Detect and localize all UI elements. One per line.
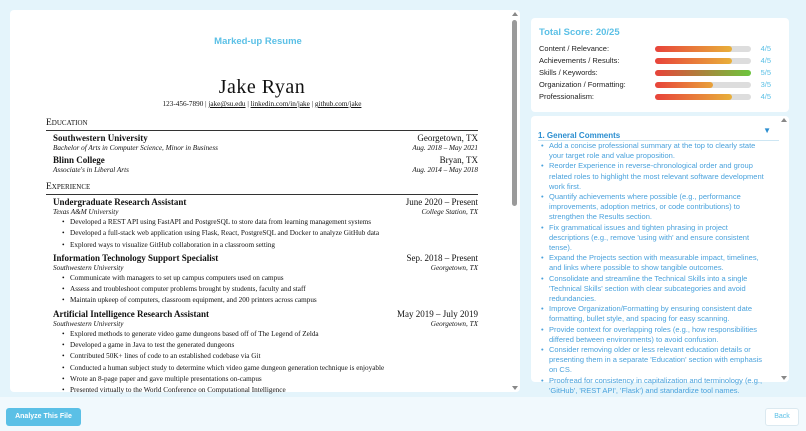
job-location: College Station, TX [421, 208, 478, 216]
contact-phone: 123-456-7890 [162, 100, 204, 108]
comment-item: • Improve Organization/Formatting by ensuring consistent date formatting, bullet style, and spacing for easy scanning. [549, 304, 765, 324]
score-value: 3/5 [760, 80, 771, 89]
education-entry [46, 133, 478, 144]
job-org: Southwestern University [53, 319, 124, 328]
job-org: Southwestern University [53, 263, 124, 272]
comments-scrollbar[interactable] [781, 118, 787, 380]
degree: Bachelor of Arts in Computer Science, Minor in Business [53, 144, 218, 152]
contact-linkedin-link[interactable]: linkedin.com/in/jake [250, 100, 310, 108]
score-row [539, 91, 779, 102]
total-score: Total Score: 20/25 [539, 27, 620, 38]
score-row [539, 67, 779, 78]
score-label: Organization / Formatting: [539, 80, 626, 89]
score-row [539, 55, 779, 66]
resume-contact [46, 99, 478, 109]
chevron-down-icon[interactable]: ▼ [763, 126, 771, 135]
resume-scrollbar[interactable] [511, 12, 518, 390]
score-value: 4/5 [760, 92, 771, 101]
score-bar-fill [655, 46, 732, 52]
comments-card [531, 116, 789, 395]
job-entry [46, 197, 478, 208]
scroll-down-arrow-icon[interactable] [781, 376, 787, 380]
job-details [46, 264, 478, 273]
list-item: • Developed a full-stack web application using Flask, React, PostgreSQL and Docker to analyze GitHub data [70, 228, 478, 239]
section-heading-experience: Experience [46, 182, 478, 195]
job-dates: Sep. 2018 – Present [406, 252, 478, 263]
contact-email-link[interactable]: jake@su.edu [208, 100, 246, 108]
job-bullets [46, 217, 478, 251]
comment-item: • Expand the Projects section with measurable impact, timelines, and links where possible to show tangible outcomes. [549, 253, 765, 273]
score-label: Achievements / Results: [539, 56, 620, 65]
degree: Associate's in Liberal Arts [53, 166, 129, 174]
list-item: • Wrote an 8-page paper and gave multiple presentations on-campus [70, 374, 478, 385]
scroll-down-arrow-icon[interactable] [512, 386, 518, 390]
list-item: • Explored ways to visualize GitHub collaboration in a classroom setting [70, 240, 478, 251]
comments-heading: 1. General Comments [538, 131, 621, 140]
resume-preview-panel [10, 10, 520, 395]
job-title: Undergraduate Research Assistant [53, 197, 187, 207]
score-row [539, 79, 779, 90]
score-label: Skills / Keywords: [539, 68, 598, 77]
score-value: 4/5 [760, 44, 771, 53]
comment-item: • Consider removing older or less relevant education details or presenting them in a separate 'Education' section with emphasis on CS. [549, 345, 765, 376]
score-label: Content / Relevance: [539, 44, 610, 53]
scrollbar-thumb[interactable] [512, 20, 517, 206]
list-item: • Maintain upkeep of computers, classroom equipment, and 200 printers across campus [70, 295, 478, 306]
score-bar [655, 70, 751, 76]
education-dates: Aug. 2018 – May 2021 [412, 144, 478, 152]
score-bar [655, 58, 751, 64]
score-bar-fill [655, 94, 732, 100]
panel-title: Marked-up Resume [214, 36, 302, 47]
section-heading-education: Education [46, 118, 478, 131]
job-details [46, 208, 478, 217]
list-item: • Presented virtually to the World Conference on Computational Intelligence [70, 385, 478, 396]
school-location: Bryan, TX [439, 155, 478, 165]
score-bar-fill [655, 58, 732, 64]
list-item: • Conducted a human subject study to determine which video game dungeon generation technique is enjoyable [70, 363, 478, 374]
comment-item: • Consolidate and streamline the Technical Skills into a single 'Technical Skills' section with clear subcategories and avoid redundancies. [549, 274, 765, 305]
back-button[interactable]: Back [765, 408, 799, 426]
score-card [531, 18, 789, 112]
list-item: • Assess and troubleshoot computer problems brought by students, faculty and staff [70, 284, 478, 295]
comments-list [549, 141, 765, 396]
education-entry [46, 155, 478, 166]
score-bar [655, 94, 751, 100]
job-org: Texas A&M University [53, 208, 119, 216]
list-item: • Contributed 50K+ lines of code to an established codebase via Git [70, 351, 478, 362]
comment-item: • Quantify achievements where possible (e.g., performance improvements, adoption metrics, or code contributions) to strengthen the Results section. [549, 192, 765, 223]
resume-name: Jake Ryan [218, 76, 306, 98]
list-item: • Communicate with managers to set up campus computers used on campus [70, 273, 478, 284]
analyze-file-button[interactable]: Analyze This File [6, 408, 81, 426]
score-bar-fill [655, 82, 713, 88]
score-row [539, 43, 779, 54]
job-location: Georgetown, TX [430, 319, 478, 328]
score-bar [655, 82, 751, 88]
resume-document [46, 76, 478, 397]
scroll-up-arrow-icon[interactable] [512, 12, 518, 16]
comments-section-header[interactable] [538, 125, 771, 140]
score-value: 5/5 [760, 68, 771, 77]
score-bar-fill [655, 70, 751, 76]
bottom-action-bar [0, 397, 806, 431]
education-details [46, 144, 478, 153]
job-entry [46, 253, 478, 264]
score-label: Professionalism: [539, 92, 595, 101]
list-item: • Developed a game in Java to test the generated dungeons [70, 340, 478, 351]
job-entry [46, 309, 478, 320]
job-bullets [46, 329, 478, 397]
job-title: Information Technology Support Specialist [53, 252, 219, 263]
comment-item: • Add a concise professional summary at the top to clearly state your target role and value proposition. [549, 141, 765, 161]
job-bullets [46, 273, 478, 307]
job-dates: June 2020 – Present [405, 197, 478, 207]
job-location: Georgetown, TX [430, 263, 478, 272]
contact-github-link[interactable]: github.com/jake [314, 100, 362, 108]
comment-item: • Provide context for overlapping roles (e.g., how responsibilities differed between environments) to avoid confusion. [549, 325, 765, 345]
school-name: Blinn College [53, 155, 105, 165]
comment-item: • Proofread for consistency in capitalization and terminology (e.g., 'GitHub', 'REST API', 'Flask') and standardize tool names. [549, 376, 765, 396]
school-name: Southwestern University [53, 133, 148, 143]
job-details [46, 320, 478, 329]
scroll-up-arrow-icon[interactable] [781, 118, 787, 122]
comment-item: • Reorder Experience in reverse-chronological order and group related roles to highlight the most relevant software development work first. [549, 161, 765, 192]
contact-separator: | [247, 100, 249, 108]
education-dates: Aug. 2014 – May 2018 [412, 166, 478, 174]
job-dates: May 2019 – July 2019 [397, 308, 478, 319]
score-bar [655, 46, 751, 52]
contact-separator: | [311, 100, 314, 108]
comment-item: • Fix grammatical issues and tighten phrasing in project descriptions (e.g., remove 'using with' and ensure consistent tense). [549, 223, 765, 254]
list-item: • Explored methods to generate video game dungeons based off of The Legend of Zelda [70, 329, 478, 340]
job-title: Artificial Intelligence Research Assistant [53, 308, 210, 319]
education-details [46, 166, 478, 175]
score-value: 4/5 [760, 56, 771, 65]
contact-separator: | [205, 100, 207, 108]
list-item: • Developed a REST API using FastAPI and PostgreSQL to store data from learning management systems [70, 217, 478, 228]
school-location: Georgetown, TX [417, 133, 478, 143]
